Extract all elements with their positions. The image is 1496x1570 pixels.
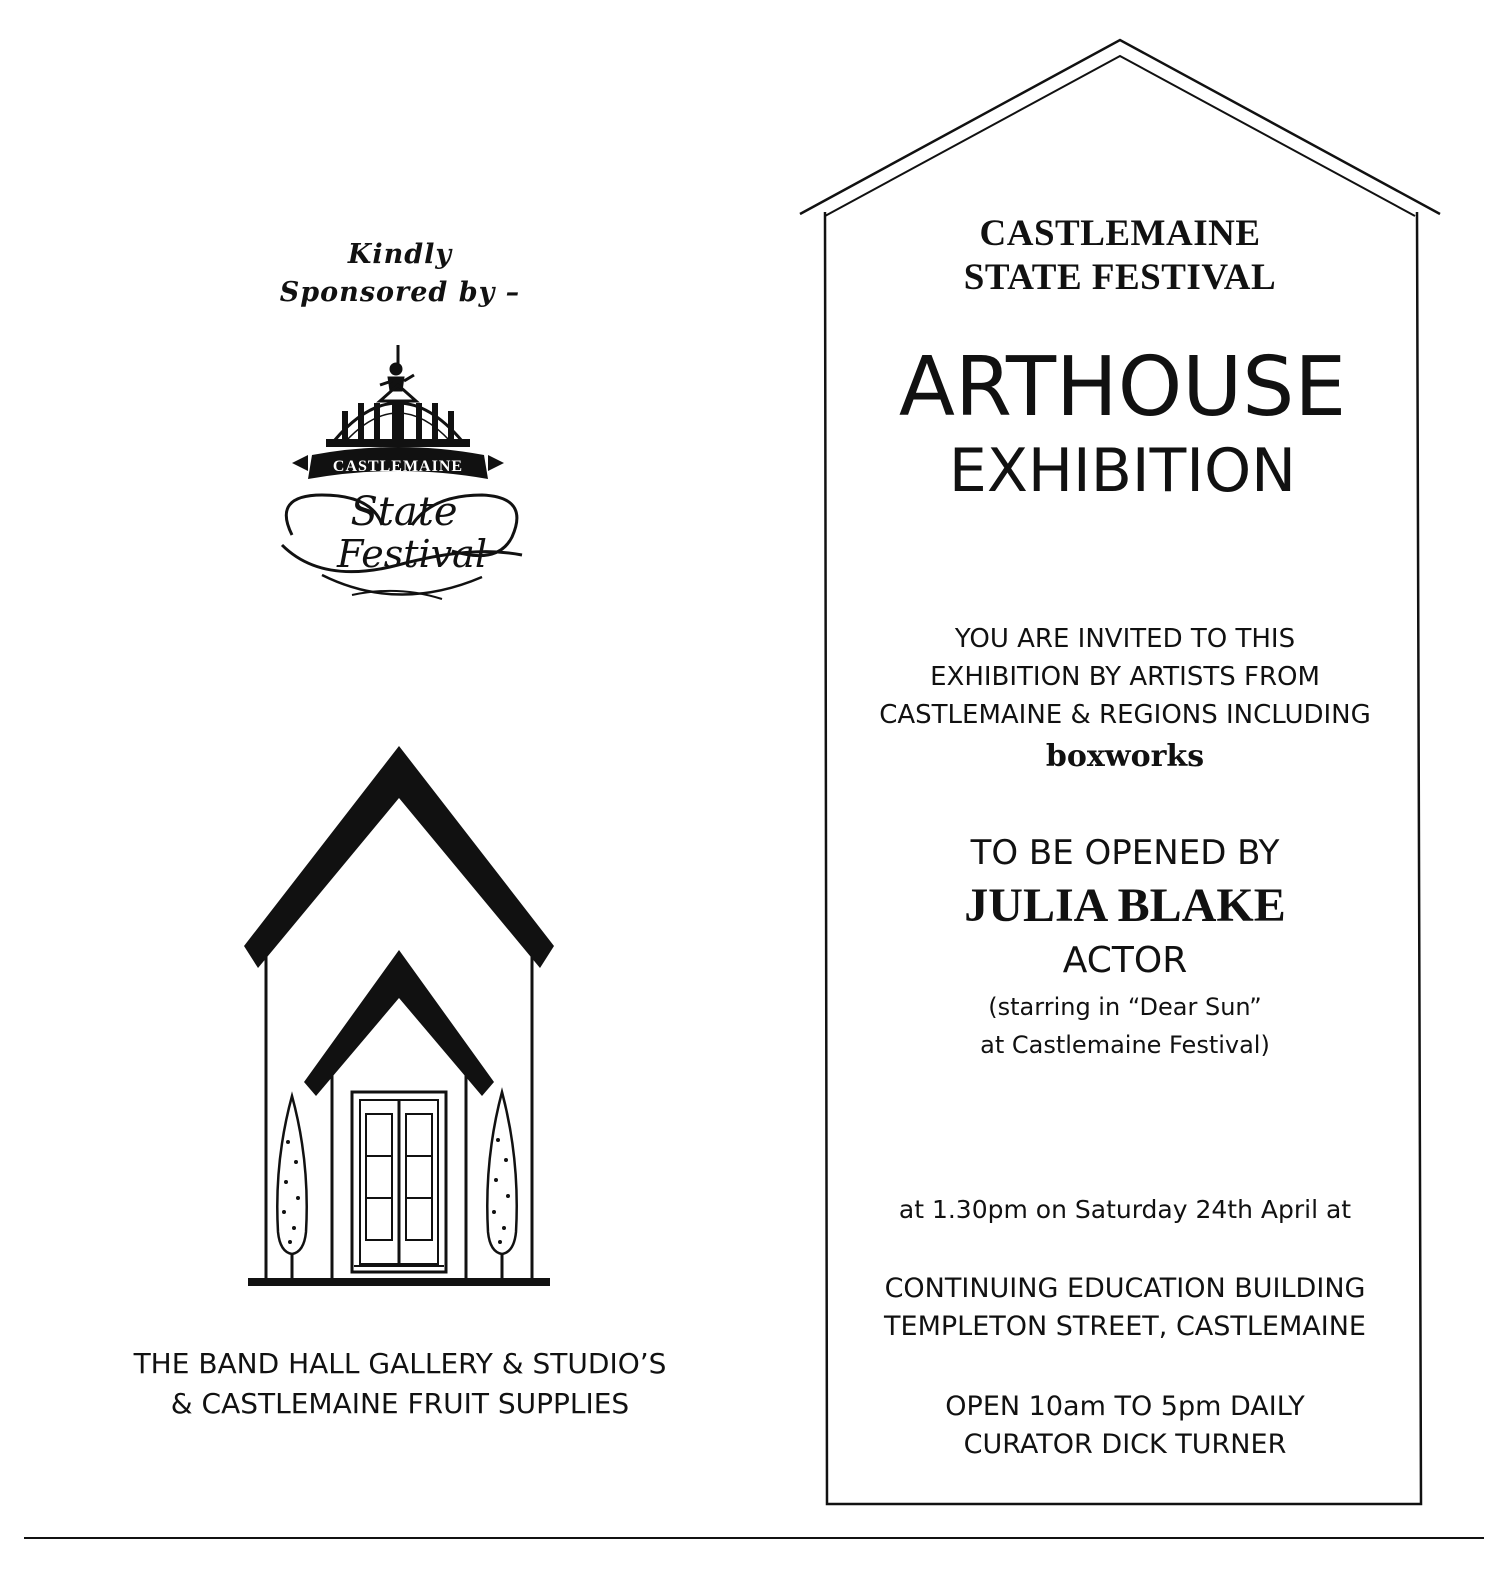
invitation-line2: EXHIBITION BY ARTISTS FROM [930,662,1320,692]
sponsor-heading-line2: Sponsored by – [279,277,521,308]
opening-time: at 1.30pm on Saturday 24th April at [898,1195,1352,1224]
exhibition-subtitle: EXHIBITION [948,436,1297,506]
curator-line: CURATOR DICK TURNER [963,1429,1287,1460]
festival-logo [262,345,534,617]
sponsor-names-line2: & CASTLEMAINE FRUIT SUPPLIES [170,1387,630,1420]
hours-line1: OPEN 10am TO 5pm DAILY [945,1391,1305,1422]
venue-address [830,1270,1420,1346]
invitation-line3: CASTLEMAINE & REGIONS INCLUDING [879,700,1371,730]
opener-role: ACTOR [1062,940,1188,981]
invitation-text [840,620,1410,734]
opening-hours [840,1388,1410,1464]
gallery-building-illustration [236,742,562,1302]
venue-line2: TEMPLETON STREET, CASTLEMAINE [884,1311,1366,1342]
exhibition-title: ARTHOUSE [898,340,1347,435]
logo-script-festival: Festival [337,532,487,576]
invitation-line1: YOU ARE INVITED TO THIS [954,624,1296,654]
festival-title [880,212,1360,300]
venue-line1: CONTINUING EDUCATION BUILDING [884,1273,1366,1304]
opener-note-line2: at Castlemaine Festival) [980,1031,1270,1059]
opened-by-label: TO BE OPENED BY [970,833,1280,873]
bottom-divider [24,1537,1484,1539]
festival-title-line2: STATE FESTIVAL [963,257,1277,298]
festival-title-line1: CASTLEMAINE [979,213,1261,254]
logo-script-state: State [350,489,458,535]
opener-note [840,988,1410,1064]
opener-name: JULIA BLAKE [964,879,1286,932]
opener-note-line1: (starring in “Dear Sun” [988,993,1262,1021]
sponsor-names-line1: THE BAND HALL GALLERY & STUDIO’S [133,1347,667,1380]
sponsor-heading [200,236,600,312]
invitation-highlight: boxworks [1045,739,1205,774]
sponsor-names [60,1344,740,1424]
logo-banner-text: CASTLEMAINE [332,458,464,475]
sponsor-heading-line1: Kindly [347,239,453,270]
